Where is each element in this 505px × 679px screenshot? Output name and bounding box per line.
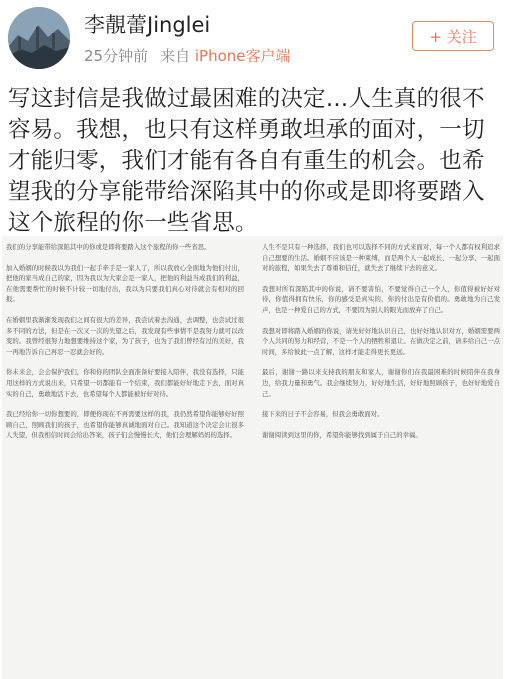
letter-paragraph: 最后，谢谢一路以来支持我的朋友和家人，谢谢你们在我最困难的时候陪伴在我身边，给我力量和勇气。我会继续努力，好好地生活，好好地照顾孩子，也好好地爱自己。 [262, 368, 500, 398]
post-meta [84, 45, 291, 66]
letter-paragraph: 你未来会，会会保护我们，你和你的团队全面准备好要接入陪伴，我没有选择，只能用这样的方式说出来，只希望一切都能有一个结束，我们都能好好地走下去，面对真实的自己，勇敢地活下去，也希望每个人都能被好好对待。 [6, 368, 244, 398]
letter-paragraph: 我们的分享能带给深陷其中的你或是即将要踏入这个旅程的你一些省思。 [6, 243, 211, 251]
letter-paragraph: 谢谢阅读到这里的你，希望你能够找到属于自己的幸福。 [262, 430, 422, 439]
source-app-link[interactable]: iPhone客户端 [194, 47, 291, 65]
letter-paragraph: 我想对所有深陷其中的你说，请不要害怕，不要觉得自己一个人，你值得被好好对待，你值得拥有快乐，你的感受是真实的，你的付出是有价值的。勇敢地为自己发声，也是一种爱自己的方式，不要因为别人的眼光而放弃了自己。 [262, 284, 500, 314]
letter-paragraph: 我已经给你一切你想要的，即便你现在不再需要这样的我，我仍然希望你能够好好照顾自己，照顾我们的孩子，也希望你能够真诚地面对自己。我知道这个决定会让很多人失望，但我相信时间会给出答案，孩子们会慢慢长大，他们会理解妈妈的选择。 [6, 410, 244, 440]
follow-button[interactable]: + 关注 [412, 21, 494, 51]
post-time: 25分钟前 [84, 47, 149, 65]
letter-paragraph: 人生不是只有一种选择，我们也可以选择不同的方式来面对，每一个人都有权利追求自己想要的生活。婚姻不应该是一种束缚，而是两个人一起成长、一起分享、一起面对的旅程，如果失去了尊重和信任，就失去了继续下去的意义。 [262, 243, 500, 273]
letter-paragraph: 在婚姻里我渐渐发现我们之间有很大的差异，我尝试着去沟通，去调整，也尝试过很多不同的方法，但是在一次又一次的失望之后，我发现有些事情不是我努力就可以改变的。我曾经很努力地想要维持这个家，为了孩子，也为了我们曾经有过的美好，我一再地告诉自己再忍一忍就会好的。 [6, 315, 244, 356]
letter-column-right [262, 242, 500, 450]
letter-column-left [6, 242, 244, 451]
letter-image[interactable] [2, 236, 503, 679]
source-prefix: 来自 [160, 47, 191, 65]
avatar[interactable] [8, 7, 70, 69]
post-text: 写这封信是我做过最困难的决定…人生真的很不容易。我想，也只有这样勇敢坦承的面对，一切才能归零，我们才能有各自有重生的机会。也希望我的分享能带给深陷其中的你或是即将要踏入这个旅程的你一些省思。 [8, 86, 485, 236]
user-name[interactable]: 李靚蕾Jinglei [84, 13, 211, 37]
post-header [0, 0, 505, 80]
letter-paragraph: 接下来的日子不会容易，但我会勇敢面对。 [262, 410, 384, 419]
letter-paragraph: 加入婚姻的时候我以为我们一起手牵手是一家人了，所以我放心全面地为他们付出，把他的家当成自己的家，因为我以为大家会是一家人，把他的利益当成我们的利益，在他需要帮忙的时候不计较一切地付出，我以为只要我们真心对待就会有相对的回报。 [6, 263, 244, 304]
letter-paragraph: 我想对即将踏入婚姻的你说，请先好好地认识自己，也好好地认识对方，婚姻需要两个人共同的努力和经营，不是一个人的牺牲和退让。在做决定之前，请多给自己一点时间，多给彼此一点了解，这样才能走得更长更远。 [262, 326, 500, 356]
